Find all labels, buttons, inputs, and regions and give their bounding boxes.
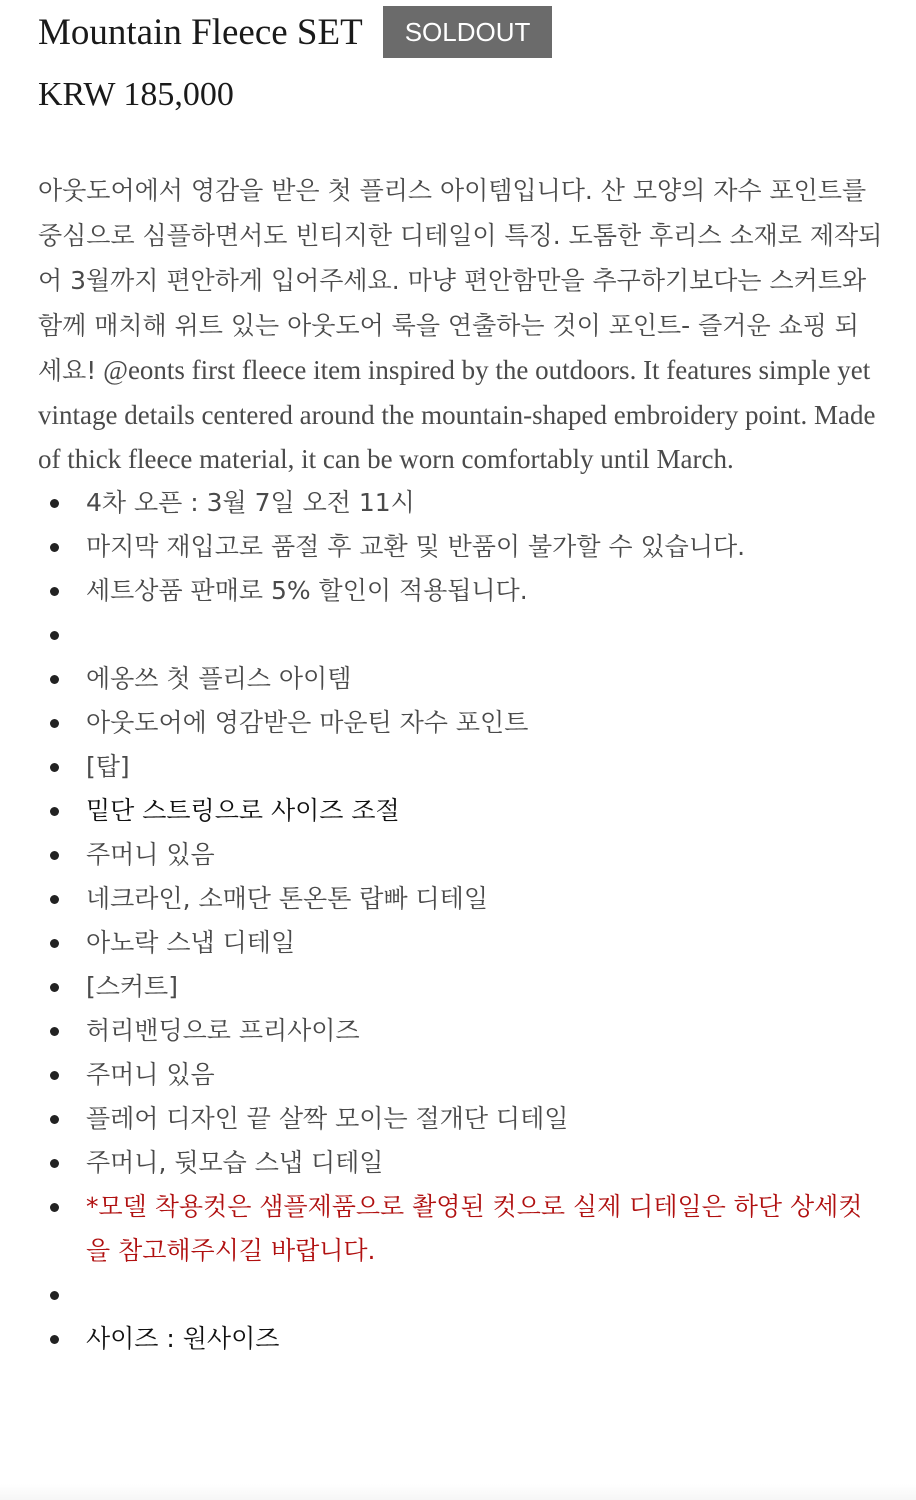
list-item: [스커트] bbox=[38, 965, 888, 1009]
list-item: 마지막 재입고로 품절 후 교환 및 반품이 불가할 수 있습니다. bbox=[38, 525, 888, 569]
list-item: 네크라인, 소매단 톤온톤 랍빠 디테일 bbox=[38, 877, 888, 921]
size-item: 사이즈 : 원사이즈 bbox=[38, 1317, 888, 1361]
notice-list bbox=[38, 481, 888, 657]
list-item: 아웃도어에 영감받은 마운틴 자수 포인트 bbox=[38, 701, 888, 745]
product-title: Mountain Fleece SET bbox=[38, 11, 363, 53]
title-row bbox=[38, 6, 888, 58]
model-notice-item: *모델 착용컷은 샘플제품으로 촬영된 컷으로 실제 디테일은 하단 상세컷을 참고해주시길 바랍니다. bbox=[38, 1185, 876, 1273]
product-description bbox=[38, 168, 883, 481]
product-price: KRW 185,000 bbox=[38, 76, 234, 113]
list-item: 세트상품 판매로 5% 할인이 적용됩니다. bbox=[38, 569, 888, 613]
bottom-fade bbox=[0, 1484, 916, 1500]
list-item: 플레어 디자인 끝 살짝 모이는 절개단 디테일 bbox=[38, 1097, 888, 1141]
list-item: 밑단 스트링으로 사이즈 조절 bbox=[38, 789, 888, 833]
list-item bbox=[38, 613, 888, 657]
list-item: 4차 오픈 : 3월 7일 오전 11시 bbox=[38, 481, 888, 525]
detail-list bbox=[38, 657, 888, 1361]
list-item: 아노락 스냅 디테일 bbox=[38, 921, 888, 965]
product-detail bbox=[38, 0, 888, 1361]
soldout-badge: SOLDOUT bbox=[383, 6, 553, 58]
list-item bbox=[38, 1273, 888, 1317]
list-item: 주머니 있음 bbox=[38, 833, 888, 877]
description-english: @eonts first fleece item inspired by the outdoors. It features simple yet vintage details centered around the mountain-shaped embroidery point. Made of thick fleece material, it can be worn comfortably until March. bbox=[38, 355, 876, 474]
list-item: 에옹쓰 첫 플리스 아이템 bbox=[38, 657, 888, 701]
list-item: 주머니, 뒷모습 스냅 디테일 bbox=[38, 1141, 888, 1185]
description-korean: 아웃도어에서 영감을 받은 첫 플리스 아이템입니다. 산 모양의 자수 포인트를 중심으로 심플하면서도 빈티지한 디테일이 특징. 도톰한 후리스 소재로 제작되어 3월까지 편안하게 입어주세요. 마냥 편안함만을 추구하기보다는 스커트와 함께 매치해 위트 있는 아웃도어 룩을 연출하는 것이 포인트- 즐거운 쇼핑 되세요! bbox=[38, 176, 883, 385]
list-item: 허리밴딩으로 프리사이즈 bbox=[38, 1009, 888, 1053]
list-item: 주머니 있음 bbox=[38, 1053, 888, 1097]
list-item: [탑] bbox=[38, 745, 888, 789]
